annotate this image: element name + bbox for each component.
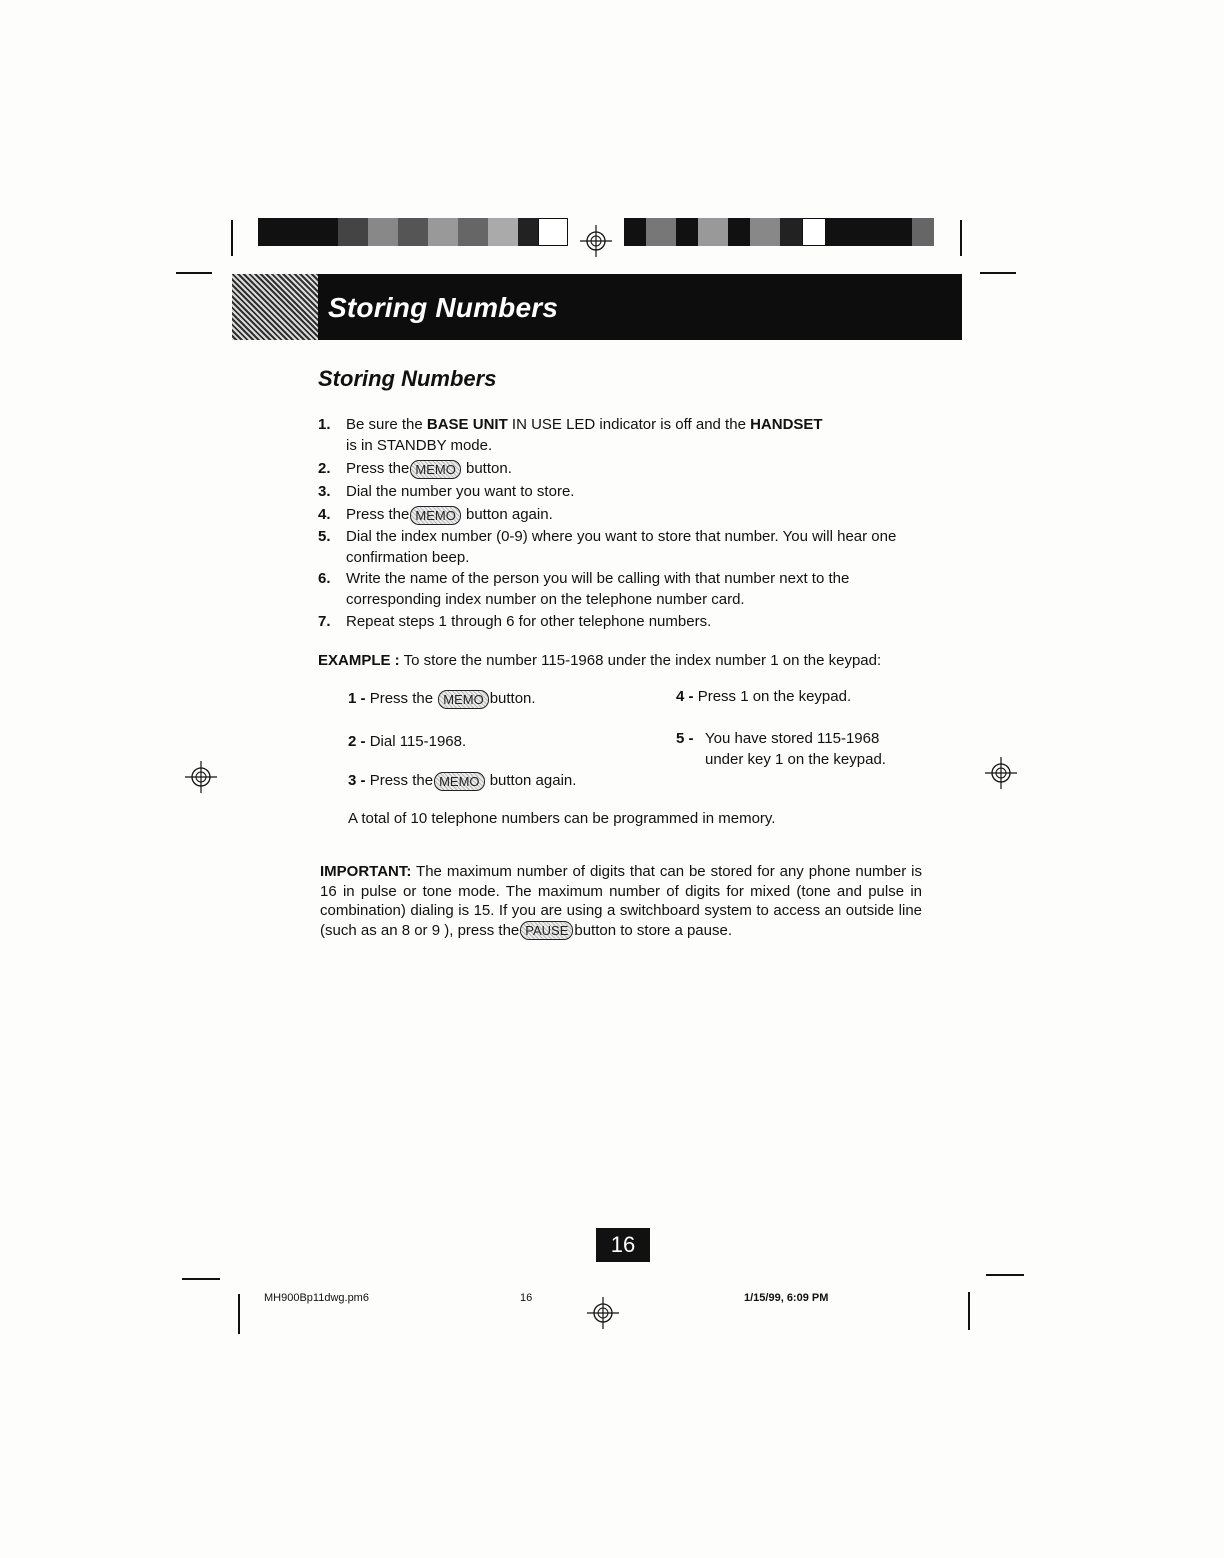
step-text-part: button again. [466, 506, 553, 523]
example-item-text: You have stored 115-1968 under key 1 on the keypad. [705, 730, 886, 768]
step-text [346, 504, 926, 525]
base-unit-label: BASE UNIT [426, 416, 508, 433]
registration-target-icon [984, 756, 1018, 790]
important-text: button to store a pause. [574, 921, 732, 939]
step-text [346, 414, 926, 456]
step-text: Write the name of the person you will be calling with that number next to the corresponding index number on the telephone number card. [346, 570, 850, 608]
step-text-part: Press the [346, 460, 410, 477]
important-text: The maximum number of digits that can be stored for any phone number is 16 in pulse or tone mode. The maximum number of digits for mixed (tone and pulse in combination) dialing is 15. If you are using a switchboard system to access an outside line (such as an 8 or 9 ), press the [320, 863, 922, 939]
crop-mark [238, 1294, 240, 1334]
step-text: Dial the index number (0-9) where you want to store that number. You will hear one confirmation beep. [346, 528, 897, 566]
color-bar-right [624, 218, 934, 246]
example-text: To store the number 115-1968 under the index number 1 on the keypad: [403, 652, 882, 669]
registration-target-icon [184, 760, 218, 794]
step-number: 7. [318, 613, 331, 630]
important-label: IMPORTANT: [320, 863, 412, 880]
example-item-text: Press 1 on the keypad. [697, 688, 852, 705]
example-item-3 [348, 770, 576, 791]
step-number: 5. [318, 528, 331, 545]
memo-button-icon: MEMO [410, 460, 460, 479]
handset-label: HANDSET [750, 416, 823, 433]
registration-target-icon [586, 1296, 620, 1330]
crop-mark [182, 1278, 220, 1280]
crop-mark [960, 220, 962, 256]
footer-page: 16 [520, 1292, 533, 1304]
example-item-number: 1 - [348, 690, 366, 707]
step-1 [318, 414, 928, 456]
step-number: 2. [318, 460, 331, 477]
example-item-number: 5 - [676, 730, 694, 747]
step-text: Repeat steps 1 through 6 for other telephone numbers. [346, 613, 712, 630]
footer-date: 1/15/99, 6:09 PM [744, 1292, 829, 1304]
header-band [232, 274, 962, 340]
footer-file: MH900Bp11dwg.pm6 [264, 1292, 369, 1304]
step-number: 1. [318, 416, 331, 433]
example-item-text: Press the [369, 772, 434, 789]
header-pattern [232, 274, 318, 340]
crop-mark [231, 220, 233, 256]
step-text-part: Press the [346, 506, 410, 523]
step-number: 3. [318, 483, 331, 500]
example-item-2 [348, 731, 466, 752]
step-text-part: Be sure the [346, 416, 427, 433]
memo-button-icon: MEMO [434, 772, 484, 791]
crop-mark [986, 1274, 1024, 1276]
example-item-text: Dial 115-1968. [369, 733, 467, 750]
example-intro [318, 650, 938, 671]
step-text-part: IN USE LED indicator is off and the [507, 416, 751, 433]
step-text-part: button. [466, 460, 512, 477]
crop-mark [176, 272, 212, 274]
section-title: Storing Numbers [318, 366, 497, 391]
memo-button-icon: MEMO [410, 506, 460, 525]
memory-total-note: A total of 10 telephone numbers can be programmed in memory. [348, 810, 776, 827]
example-item-1 [348, 688, 536, 709]
step-number: 6. [318, 570, 331, 587]
example-item-text: button. [489, 690, 536, 707]
page-number: 16 [596, 1228, 650, 1262]
step-text: Dial the number you want to store. [346, 483, 575, 500]
example-item-number: 4 - [676, 688, 694, 705]
crop-mark [980, 272, 1016, 274]
pause-button-icon: PAUSE [520, 921, 573, 940]
step-text-part: is in STANDBY mode. [346, 437, 493, 454]
example-item-text: button again. [489, 772, 577, 789]
important-note [320, 862, 922, 940]
example-item-number: 2 - [348, 733, 366, 750]
example-item-number: 3 - [348, 772, 366, 789]
header-title: Storing Numbers [328, 292, 559, 323]
memo-button-icon: MEMO [438, 690, 488, 709]
step-number: 4. [318, 506, 331, 523]
color-bar-left [258, 218, 568, 246]
example-item-text: Press the [369, 690, 434, 707]
registration-target-icon [579, 224, 613, 258]
example-label: EXAMPLE : [318, 652, 400, 669]
example-item-4 [676, 686, 851, 707]
example-item-5 [676, 728, 906, 770]
step-text [346, 458, 926, 479]
crop-mark [968, 1292, 970, 1330]
